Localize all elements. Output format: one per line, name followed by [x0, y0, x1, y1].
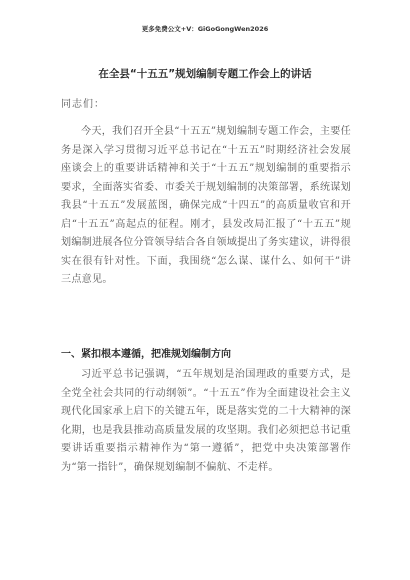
section-heading-1: 一、紧扣根本遵循，把准规划编制方向 [61, 349, 231, 360]
paragraph-intro: 今天，我们召开全县“十五五”规划编制专题工作会，主要任务是深入学习贯彻习近平总书记在“十五五”时期经济社会发展座谈会上的重要讲话精神和关于“十五五”规划编制的重要指示要求，全面落实省委、市委关于规划编制的决策部署，系统谋划我县“十五五”发展蓝图，确保完成“十四五”的高质量收官和开启“十五五”高起点的征程。刚才，县发改局汇报了“十五五”规划编制进展各位分管领导结合各自领域提出了务实建议，讲得很实在很有针对性。下面，我围绕“怎么谋、谋什么、如何干”讲三点意见。 [61, 126, 351, 285]
paragraph-section-1: 习近平总书记强调，“五年规划是治国理政的重要方式，是全党全社会共同的行动纲领”。“十五五”作为全面建设社会主义现代化国家承上启下的关键五年，既是落实党的二十大精神的深化期，也是我县推动高质量发展的攻坚期。我们必须把总书记重要讲话重要指示精神作为“第一遵循”，把党中央决策部署作为“第一指针”，确保规划编制不偏航、不走样。 [61, 369, 351, 473]
header-note: 更多免费公文+V：GiGoGongWen2026 [141, 25, 269, 33]
document-title: 在全县“十五五”规划编制专题工作会上的讲话 [98, 68, 312, 80]
salutation: 同志们： [61, 99, 105, 110]
